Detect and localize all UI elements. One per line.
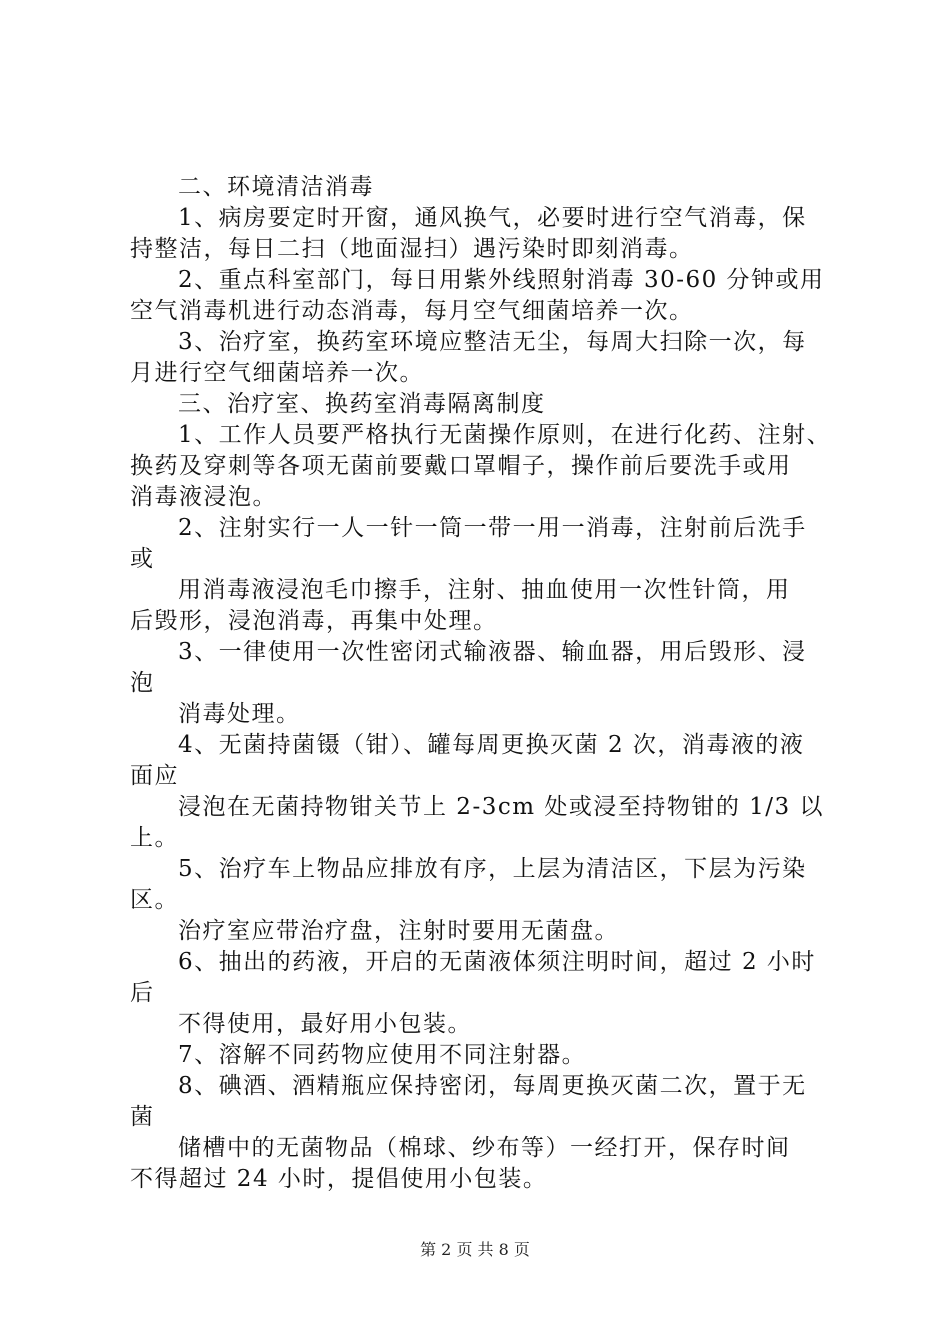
text-line: 后 — [130, 980, 155, 1006]
text-line: 3、一律使用一次性密闭式输液器、输血器，用后毁形、浸 — [178, 639, 807, 665]
text-line: 储槽中的无菌物品（棉球、纱布等）一经打开，保存时间 — [178, 1135, 791, 1161]
text-line: 月进行空气细菌培养一次。 — [130, 360, 424, 386]
text-line: 消毒处理。 — [178, 701, 301, 727]
text-line: 消毒液浸泡。 — [130, 484, 277, 510]
text-line: 不得使用，最好用小包装。 — [178, 1011, 472, 1037]
text-line: 4、无菌持菌镊（钳）、罐每周更换灭菌 2 次，消毒液的液 — [178, 732, 805, 758]
text-line: 2、注射实行一人一针一筒一带一用一消毒，注射前后洗手 — [178, 515, 807, 541]
text-line: 1、病房要定时开窗，通风换气，必要时进行空气消毒，保 — [178, 205, 807, 231]
text-line: 上。 — [130, 825, 179, 851]
text-line: 后毁形，浸泡消毒，再集中处理。 — [130, 608, 498, 634]
text-line: 二、环境清洁消毒 — [178, 174, 374, 200]
text-line: 1、工作人员要严格执行无菌操作原则，在进行化药、注射、 — [178, 422, 832, 448]
text-line: 浸泡在无菌持物钳关节上 2-3cm 处或浸至持物钳的 1/3 以 — [178, 794, 824, 820]
text-line: 6、抽出的药液，开启的无菌液体须注明时间，超过 2 小时 — [178, 949, 816, 975]
text-line: 空气消毒机进行动态消毒，每月空气细菌培养一次。 — [130, 298, 694, 324]
text-line: 面应 — [130, 763, 179, 789]
text-line: 3、治疗室，换药室环境应整洁无尘，每周大扫除一次，每 — [178, 329, 807, 355]
text-line: 8、碘酒、酒精瓶应保持密闭，每周更换灭菌二次，置于无 — [178, 1073, 807, 1099]
text-line: 或 — [130, 546, 155, 572]
text-line: 2、重点科室部门，每日用紫外线照射消毒 30-60 分钟或用 — [178, 267, 825, 293]
text-line: 用消毒液浸泡毛巾擦手，注射、抽血使用一次性针筒，用 — [178, 577, 791, 603]
text-line: 菌 — [130, 1104, 155, 1130]
text-line: 泡 — [130, 670, 155, 696]
text-line: 持整洁，每日二扫（地面湿扫）遇污染时即刻消毒。 — [130, 236, 694, 262]
text-line: 区。 — [130, 887, 179, 913]
text-line: 换药及穿刺等各项无菌前要戴口罩帽子，操作前后要洗手或用 — [130, 453, 792, 479]
text-line: 三、治疗室、换药室消毒隔离制度 — [178, 391, 546, 417]
text-line: 7、溶解不同药物应使用不同注射器。 — [178, 1042, 587, 1068]
text-line: 5、治疗车上物品应排放有序，上层为清洁区，下层为污染 — [178, 856, 807, 882]
text-line: 治疗室应带治疗盘，注射时要用无菌盘。 — [178, 918, 619, 944]
text-line: 不得超过 24 小时，提倡使用小包装。 — [130, 1166, 548, 1192]
document-body — [130, 172, 835, 1195]
page-footer: 第 2 页 共 8 页 — [420, 1240, 530, 1259]
